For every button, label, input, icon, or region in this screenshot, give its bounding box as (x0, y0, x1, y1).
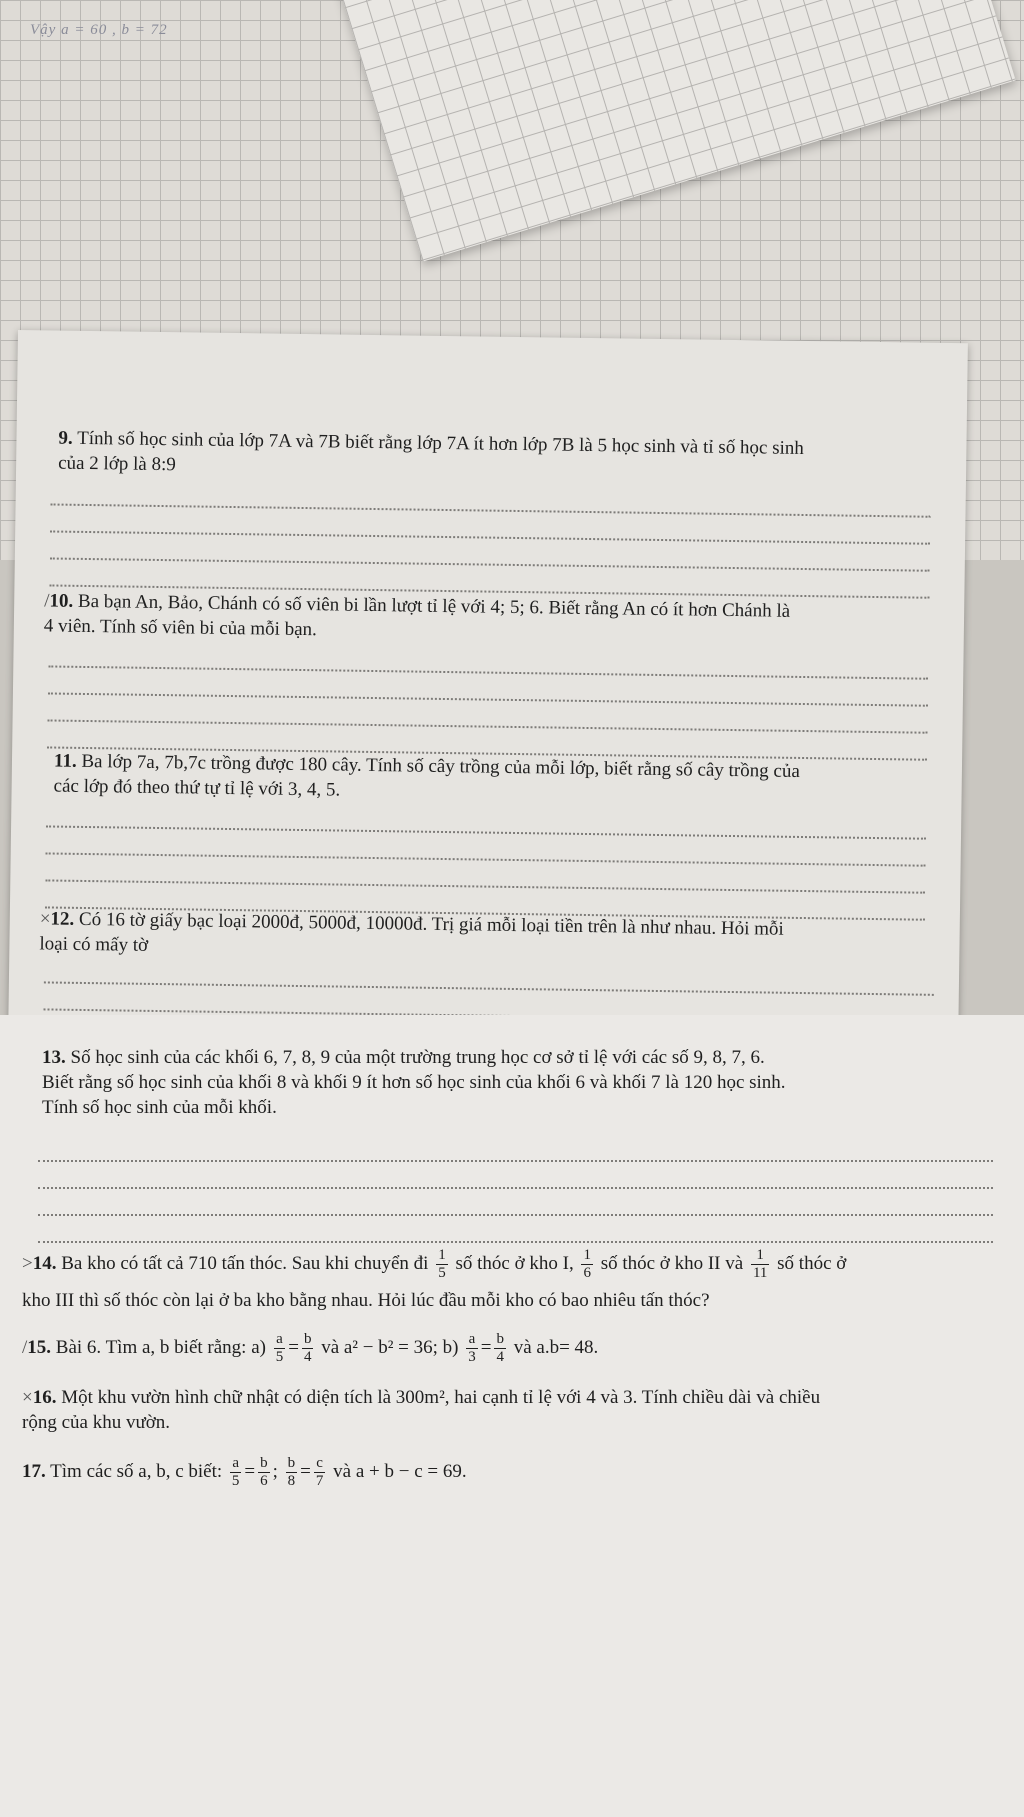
question-text: kho III thì số thóc còn lại ở ba kho bằng nhau. Hỏi lúc đầu mỗi kho có bao nhiêu tấn thóc? (22, 1290, 710, 1311)
fraction: $\frac{b}{8}$ (287, 1455, 296, 1489)
fraction: $\frac{a}{5}$ (275, 1331, 284, 1365)
question-text: của 2 lớp là 8:9 (57, 452, 176, 476)
question-text: Một khu vườn hình chữ nhật có diện tích là 300m², hai cạnh tỉ lệ với 4 và 3. Tính chiều dài và chiều (61, 1387, 821, 1408)
fraction: $\frac{b}{4}$ (496, 1331, 504, 1365)
question-number: 9. (58, 427, 73, 449)
question-text: rộng của khu vườn. (22, 1412, 171, 1433)
question-text: các lớp đó theo thứ tự tỉ lệ với 3, 4, 5. (53, 775, 341, 801)
answer-lines (45, 800, 926, 920)
worksheet-top (8, 330, 968, 1033)
question-text: loại có mấy tờ (39, 933, 149, 956)
answer-lines (47, 640, 928, 760)
question-text: 4 viên. Tính số viên bi của mỗi bạn. (43, 615, 317, 641)
question-14: >14. Ba kho có tất cả 710 tấn thóc. Sau khi chuyển đi $\frac{1}{5}$ số thóc ở kho I, $\frac{1}{6}$ số thóc ở kho II và $\frac{1}{11}$ số thóc ở kho III thì số thóc còn lại ở ba kho bằng nhau. Hỏi lúc đầu mỗi kho có bao nhiêu tấn thóc? (22, 1247, 1012, 1313)
question-15: /15. Bài 6. Tìm a, b biết rằng: a) $\frac{a}{5}$ = $\frac{b}{4}$ và a² − b² = 36; b) $\frac{a}{3}$ = $\frac{b}{4}$ và a.b= 48. (22, 1331, 599, 1365)
fraction: $\frac{1}{5}$ (438, 1247, 446, 1281)
question-text: Ba bạn An, Bảo, Chánh có số viên bi lần lượt tỉ lệ với 4; 5; 6. Biết rằng An có ít hơn Chánh là (77, 590, 791, 622)
question-number: 16. (32, 1387, 57, 1408)
question-text: Tính số học sinh của mỗi khối. (42, 1097, 277, 1118)
question-17: 17. Tìm các số a, b, c biết: $\frac{a}{5}$ = $\frac{b}{6}$ ; $\frac{b}{8}$ = $\frac{c}{7}$ và a + b − c = 69. (22, 1455, 467, 1489)
fraction: $\frac{1}{11}$ (752, 1247, 768, 1281)
answer-lines (38, 1135, 993, 1243)
fraction: $\frac{c}{7}$ (315, 1455, 324, 1489)
fraction: $\frac{a}{5}$ (231, 1455, 240, 1489)
fraction: $\frac{b}{6}$ (260, 1455, 268, 1489)
question-number: 12. (50, 908, 75, 930)
question-12: ×12. Có 16 tờ giấy bạc loại 2000đ, 5000đ, 10000đ. Trị giá mỗi loại tiền trên là như nhau. Hỏi mỗi loại có mấy tờ (39, 906, 930, 968)
question-16: ×16. Một khu vườn hình chữ nhật có diện tích là 300m², hai cạnh tỉ lệ với 4 và 3. Tính chiều dài và chiều rộng của khu vườn. (22, 1385, 1012, 1435)
fraction: $\frac{a}{3}$ (468, 1331, 476, 1365)
question-number: 10. (49, 590, 74, 612)
fraction: $\frac{1}{6}$ (583, 1247, 591, 1281)
handwritten-note: Vậy a = 60 , b = 72 (30, 22, 168, 38)
question-text: Ba lớp 7a, 7b,7c trồng được 180 cây. Tính số cây trồng của mỗi lớp, biết rằng số cây trồng của (81, 750, 800, 782)
question-number: 13. (42, 1047, 66, 1068)
question-number: 17. (22, 1460, 46, 1482)
question-number: 15. (27, 1336, 52, 1358)
question-text: Biết rằng số học sinh của khối 8 và khối 9 ít hơn số học sinh của khối 6 và khối 7 là 120 học sinh. (42, 1072, 786, 1093)
question-text: Có 16 tờ giấy bạc loại 2000đ, 5000đ, 10000đ. Trị giá mỗi loại tiền trên là như nhau. Hỏi mỗi (78, 908, 784, 940)
answer-lines (44, 956, 935, 1022)
question-number: 14. (32, 1252, 57, 1274)
answer-lines (49, 478, 930, 598)
question-number: 11. (53, 750, 77, 772)
question-text: Số học sinh của các khối 6, 7, 8, 9 của một trường trung học cơ sở tỉ lệ với các số 9, 8, 7, 6. (70, 1047, 765, 1068)
question-text: Ba kho có tất cả 710 tấn thóc. Sau khi chuyển đi (61, 1252, 429, 1274)
question-13 (42, 1045, 1002, 1120)
question-10: /10. Ba bạn An, Bảo, Chánh có số viên bi lần lượt tỉ lệ với 4; 5; 6. Biết rằng An có ít hơn Chánh là 4 viên. Tính số viên bi của mỗi bạn. (44, 588, 925, 650)
fraction: $\frac{b}{4}$ (303, 1331, 312, 1365)
question-9 (58, 426, 939, 488)
question-text: Tính số học sinh của lớp 7A và 7B biết rằng lớp 7A ít hơn lớp 7B là 5 học sinh và tỉ số học sinh (77, 427, 805, 459)
worksheet-bottom (0, 1015, 1024, 1817)
